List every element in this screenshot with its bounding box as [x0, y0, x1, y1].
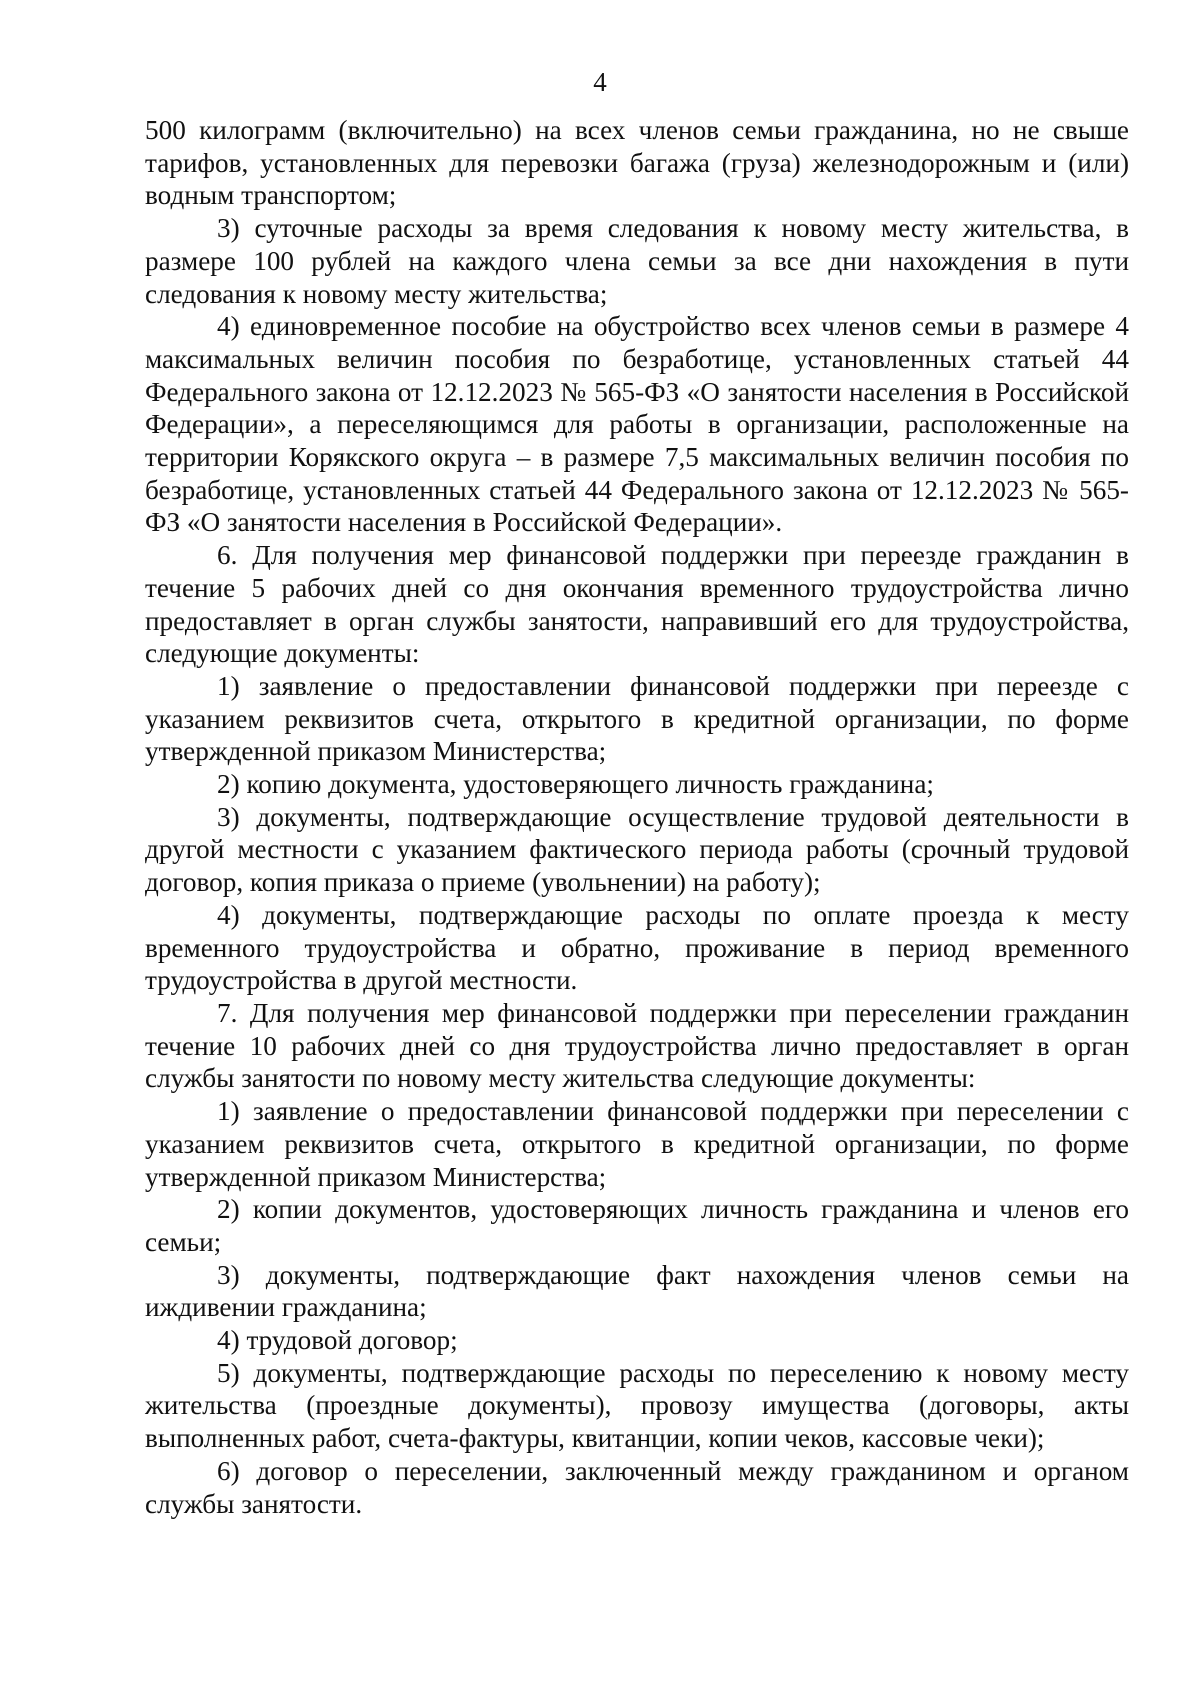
paragraph-continuation: 500 килограмм (включительно) на всех членов семьи гражданина, но не свыше тарифов, установленных для перевозки багажа (груза) железнодорожным и (или) водным транспортом;	[145, 115, 1129, 211]
paragraph-section-7-item-4: 4) трудовой договор;	[217, 1325, 458, 1356]
paragraph-item-4-lump-sum-allowance: 4) единовременное пособие на обустройство всех членов семьи в размере 4 максимальных величин пособия по безработице, установленных статьей 44 Федерального закона от 12.12.2023 № 565-ФЗ «О занятости населения в Российской Федерации», а переселяющимся для работы в организации, расположенные на территории Корякского округа – в размере 7,5 максимальных величин пособия по безработице, установленных статьей 44 Федерального закона от 12.12.2023 № 565-ФЗ «О занятости населения в Российской Федерации».	[145, 311, 1129, 538]
paragraph-section-7-item-1: 1) заявление о предоставлении финансовой поддержки при переселении с указанием реквизитов счета, открытого в кредитной организации, по форме утвержденной приказом Министерства;	[145, 1096, 1129, 1192]
document-body	[145, 114, 1129, 1520]
page-number: 4	[593, 67, 607, 97]
paragraph-section-7-item-5: 5) документы, подтверждающие расходы по переселению к новому месту жительства (проездные документы), провозу имущества (договоры, акты выполненных работ, счета-фактуры, квитанции, копии чеков, кассовые чеки);	[145, 1357, 1129, 1454]
paragraph-section-7-item-2: 2) копии документов, удостоверяющих личность гражданина и членов его семьи;	[145, 1194, 1129, 1257]
paragraph-section-6-item-1: 1) заявление о предоставлении финансовой поддержки при переезде с указанием реквизитов счета, открытого в кредитной организации, по форме утвержденной приказом Министерства;	[145, 670, 1129, 767]
paragraph-section-6-item-3: 3) документы, подтверждающие осуществление трудовой деятельности в другой местности с указанием фактического периода работы (срочный трудовой договор, копия приказа о приеме (увольнении) на работу);	[145, 801, 1129, 898]
paragraph-section-6-item-4: 4) документы, подтверждающие расходы по оплате проезда к месту временного трудоустройства и обратно, проживание в период временного трудоустройства в другой местности.	[145, 899, 1129, 996]
paragraph-item-3-daily-expenses: 3) суточные расходы за время следования к новому месту жительства, в размере 100 рублей на каждого члена семьи за все дни нахождения в пути следования к новому месту жительства;	[145, 213, 1129, 309]
paragraph-section-6: 6. Для получения мер финансовой поддержки при переезде гражданин в течение 5 рабочих дней со дня окончания временного трудоустройства лично предоставляет в орган службы занятости, направивший его для трудоустройства, следующие документы:	[145, 540, 1129, 669]
paragraph-section-7: 7. Для получения мер финансовой поддержки при переселении гражданин течение 10 рабочих дней со дня трудоустройства лично предоставляет в орган службы занятости по новому месту жительства следующие документы:	[145, 997, 1129, 1094]
paragraph-section-7-item-6: 6) договор о переселении, заключенный между гражданином и органом службы занятости.	[145, 1455, 1129, 1519]
paragraph-section-7-item-3: 3) документы, подтверждающие факт нахождения членов семьи на иждивении гражданина;	[145, 1259, 1129, 1323]
paragraph-section-6-item-2: 2) копию документа, удостоверяющего личность гражданина;	[217, 769, 934, 800]
